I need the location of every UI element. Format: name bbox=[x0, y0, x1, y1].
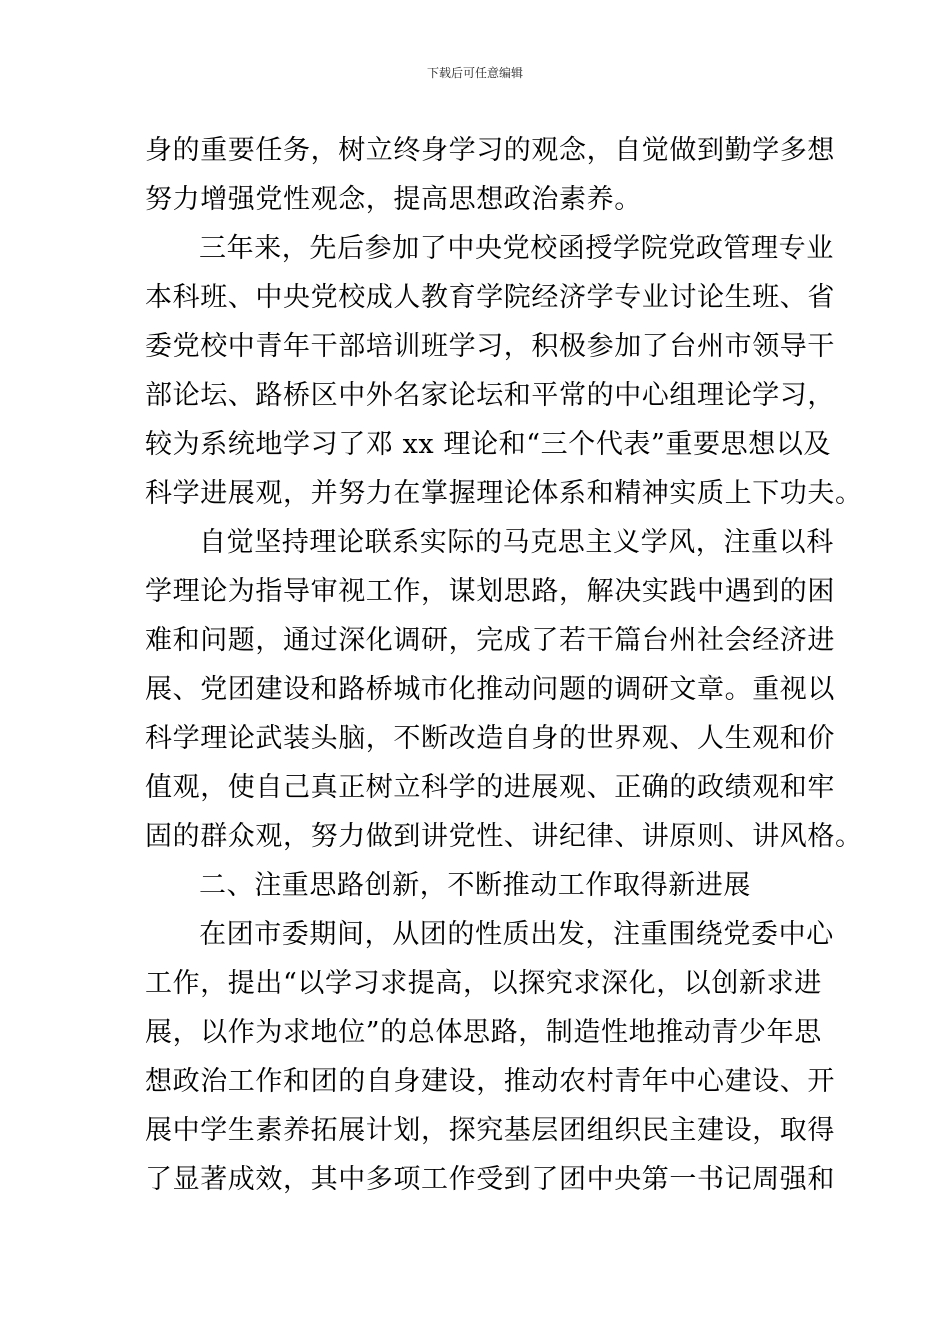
paragraph-line: 较为系统地学习了邓 xx 理论和“三个代表”重要思想以及 bbox=[145, 429, 832, 460]
paragraph-line: 科学理论武装头脑，不断改造自身的世界观、人生观和价 bbox=[145, 723, 835, 754]
paragraph-line: 工作，提出“以学习求提高，以探究求深化，以创新求进 bbox=[145, 968, 822, 999]
paragraph-line: 值观，使自己真正树立科学的进展观、正确的政绩观和牢 bbox=[145, 772, 835, 803]
paragraph-line: 在团市委期间，从团的性质出发，注重围绕党委中心 bbox=[199, 919, 834, 950]
paragraph-line: 自觉坚持理论联系实际的马克思主义学风，注重以科 bbox=[199, 527, 834, 558]
paragraph-line: 委党校中青年干部培训班学习，积极参加了台州市领导干 bbox=[145, 331, 835, 362]
paragraph-line: 学理论为指导审视工作，谋划思路，解决实践中遇到的困 bbox=[145, 576, 835, 607]
paragraph-line: 难和问题，通过深化调研，完成了若干篇台州社会经济进 bbox=[145, 625, 835, 656]
page-header: 下载后可任意编辑 bbox=[426, 66, 523, 80]
paragraph-line: 身的重要任务，树立终身学习的观念，自觉做到勤学多想 bbox=[145, 135, 835, 166]
paragraph-line: 三年来，先后参加了中央党校函授学院党政管理专业 bbox=[199, 233, 834, 264]
paragraph-line: 科学进展观，并努力在掌握理论体系和精神实质上下功夫。 bbox=[145, 478, 863, 509]
paragraph-line: 展、党团建设和路桥城市化推动问题的调研文章。重视以 bbox=[145, 674, 835, 705]
paragraph-line: 努力增强党性观念，提高思想政治素养。 bbox=[145, 184, 642, 215]
paragraph-line: 固的群众观，努力做到讲党性、讲纪律、讲原则、讲风格。 bbox=[145, 821, 863, 852]
paragraph-line: 想政治工作和团的自身建设，推动农村青年中心建设、开 bbox=[145, 1066, 835, 1097]
paragraph-line: 了显著成效，其中多项工作受到了团中央第一书记周强和 bbox=[145, 1164, 835, 1195]
paragraph-line: 展中学生素养拓展计划，探究基层团组织民主建设，取得 bbox=[145, 1115, 835, 1146]
paragraph-line: 部论坛、路桥区中外名家论坛和平常的中心组理论学习， bbox=[145, 380, 835, 411]
section-heading: 二、注重思路创新，不断推动工作取得新进展 bbox=[199, 870, 751, 901]
paragraph-line: 展，以作为求地位”的总体思路，制造性地推动青少年思 bbox=[145, 1017, 822, 1048]
document-body bbox=[145, 126, 863, 1204]
paragraph-line: 本科班、中央党校成人教育学院经济学专业讨论生班、省 bbox=[145, 282, 835, 313]
